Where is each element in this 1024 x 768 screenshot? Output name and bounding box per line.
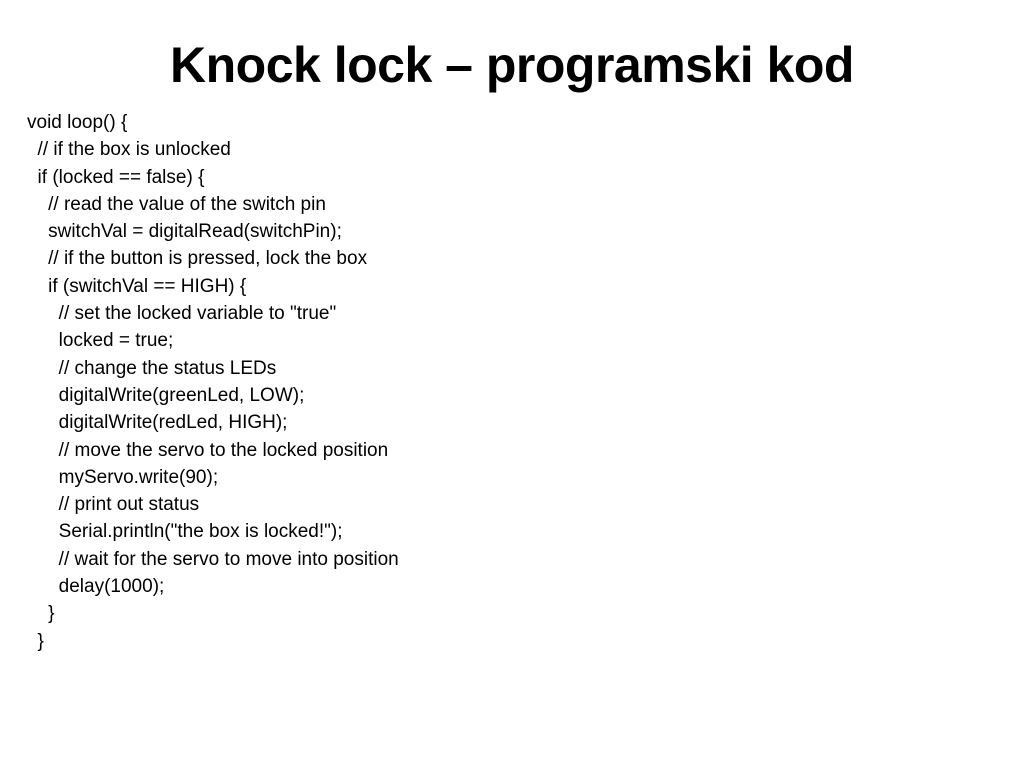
code-line: // if the button is pressed, lock the box xyxy=(27,248,368,270)
code-line: } xyxy=(27,603,55,625)
code-line: } xyxy=(27,630,44,652)
code-line: switchVal = digitalRead(switchPin); xyxy=(27,221,342,243)
code-line: if (locked == false) { xyxy=(27,166,205,188)
code-line: // move the servo to the locked position xyxy=(27,439,389,461)
code-line: void loop() { xyxy=(27,112,128,133)
code-line: Serial.println("the box is locked!"); xyxy=(27,521,343,543)
slide-title: Knock lock – programski kod xyxy=(170,37,854,93)
code-line: // set the locked variable to "true" xyxy=(27,303,337,325)
code-line: if (switchVal == HIGH) { xyxy=(27,275,247,297)
code-block xyxy=(27,109,987,655)
code-line: digitalWrite(redLed, HIGH); xyxy=(27,412,288,434)
code-line: locked = true; xyxy=(27,330,174,352)
code-line: digitalWrite(greenLed, LOW); xyxy=(27,384,305,406)
code-line: // wait for the servo to move into position xyxy=(27,548,399,570)
code-line: delay(1000); xyxy=(27,576,165,598)
code-line: // if the box is unlocked xyxy=(27,139,231,161)
code-line: myServo.write(90); xyxy=(27,466,219,488)
code-line: // change the status LEDs xyxy=(27,357,277,379)
code-line: // print out status xyxy=(27,494,200,516)
code-line: // read the value of the switch pin xyxy=(27,193,326,215)
